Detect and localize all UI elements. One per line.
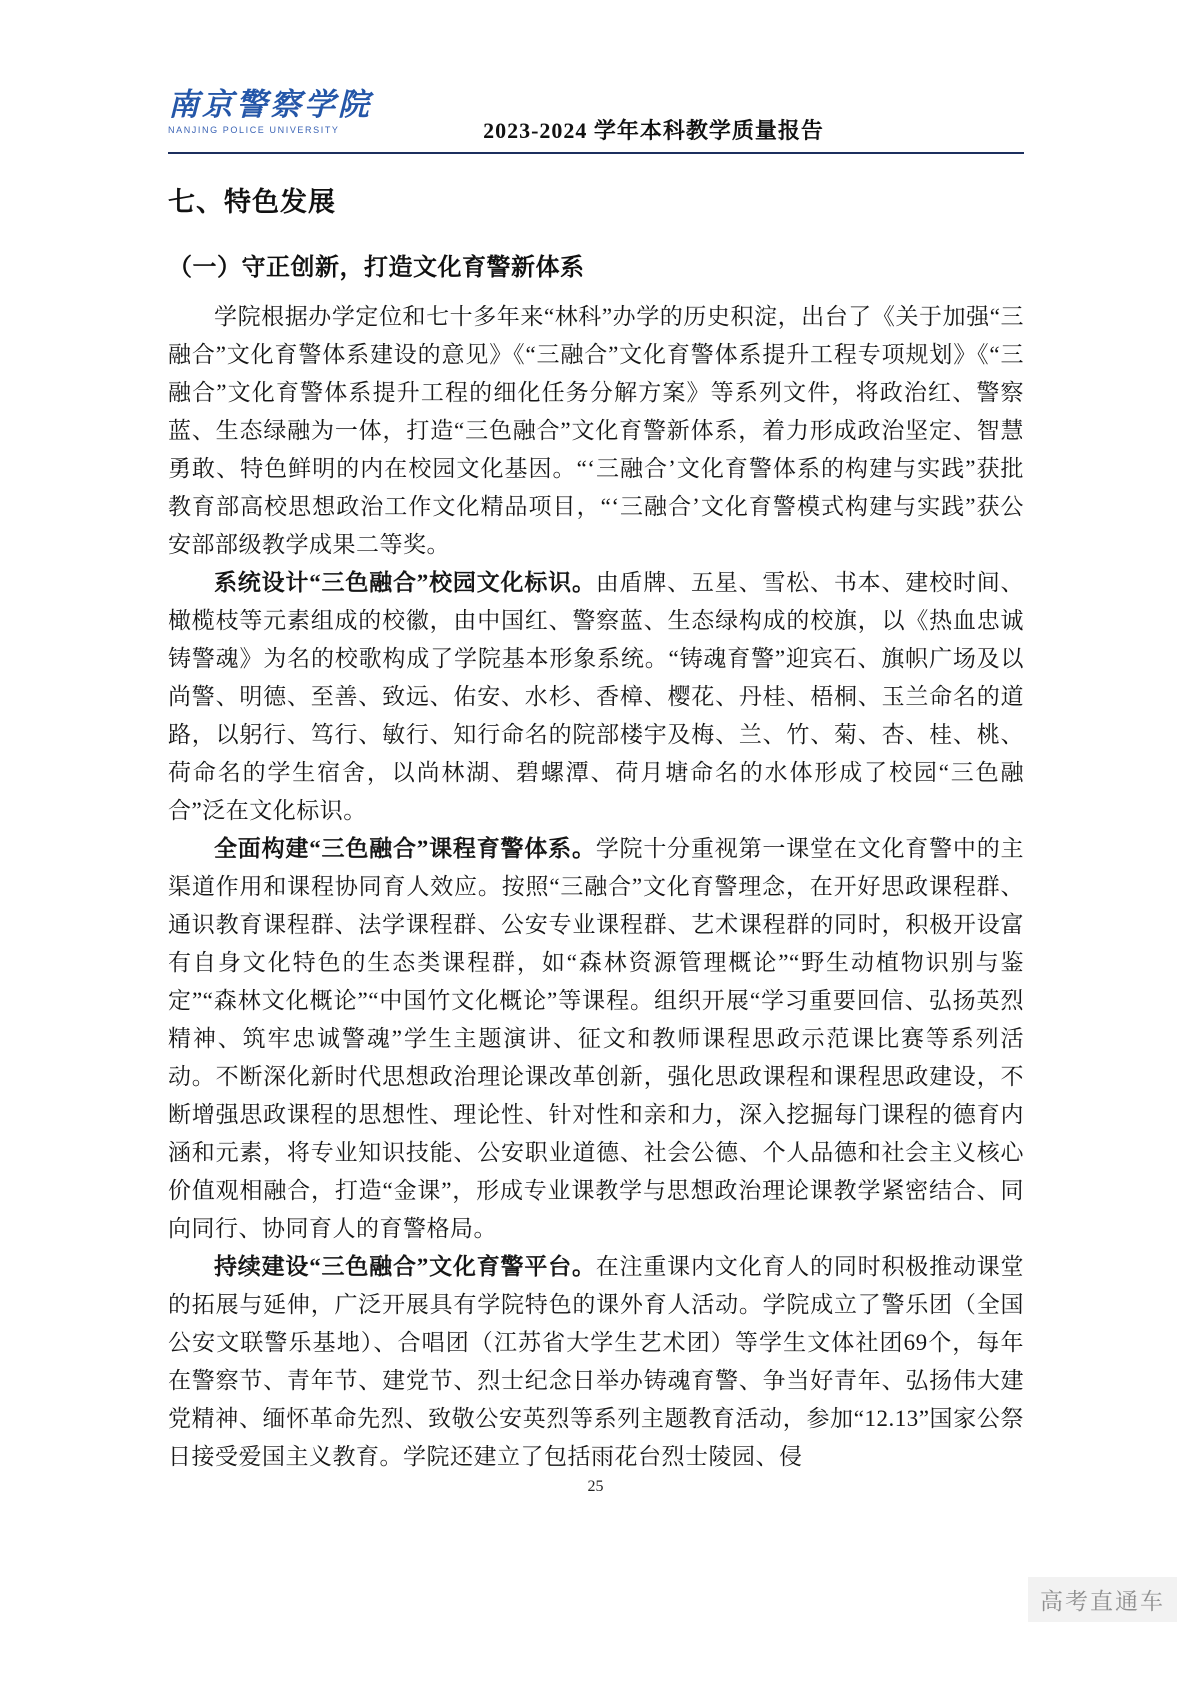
university-logo [168,88,403,135]
paragraph-lead-bold: 持续建设“三色融合”文化育警平台。 [214,1254,596,1279]
body-paragraph [168,1248,1024,1476]
paragraph-text: 由盾牌、五星、雪松、书本、建校时间、橄榄枝等元素组成的校徽，由中国红、警察蓝、生态绿构成的校旗，以《热血忠诚铸警魂》为名的校歌构成了学院基本形象系统。“铸魂育警”迎宾石、旗帜广场及以尚警、明德、至善、致远、佑安、水杉、香樟、樱花、丹桂、梧桐、玉兰命名的道路，以躬行、笃行、敏行、知行命名的院部楼宇及梅、兰、竹、菊、杏、桂、桃、荷命名的学生宿舍，以尚林湖、碧螺潭、荷月塘命名的水体形成了校园“三色融合”泛在文化标识。 [168,570,1024,823]
paragraph-text: 学院十分重视第一课堂在文化育警中的主渠道作用和课程协同育人效应。按照“三融合”文化育警理念，在开好思政课程群、通识教育课程群、法学课程群、公安专业课程群、艺术课程群的同时，积极开设富有自身文化特色的生态类课程群，如“森林资源管理概论”“野生动植物识别与鉴定”“森林文化概论”“中国竹文化概论”等课程。组织开展“学习重要回信、弘扬英烈精神、筑牢忠诚警魂”学生主题演讲、征文和教师课程思政示范课比赛等系列活动。不断深化新时代思想政治理论课改革创新，强化思政课程和课程思政建设，不断增强思政课程的思想性、理论性、针对性和亲和力，深入挖掘每门课程的德育内涵和元素，将专业知识技能、公安职业道德、社会公德、个人品德和社会主义核心价值观相融合，打造“金课”，形成专业课教学与思想政治理论课教学紧密结合、同向同行、协同育人的育警格局。 [168,836,1024,1241]
page-header [168,88,1024,145]
page-number: 25 [587,1478,604,1495]
paragraphs-container [168,298,1024,1476]
paragraph-text: 学院根据办学定位和七十多年来“林科”办学的历史积淀，出台了《关于加强“三融合”文化育警体系建设的意见》《“三融合”文化育警体系提升工程专项规划》《“三融合”文化育警体系提升工程的细化任务分解方案》等系列文件，将政治红、警察蓝、生态绿融为一体，打造“三色融合”文化育警新体系，着力形成政治坚定、智慧勇敢、特色鲜明的内在校园文化基因。“‘三融合’文化育警体系的构建与实践”获批教育部高校思想政治工作文化精品项目，“‘三融合’文化育警模式构建与实践”获公安部部级教学成果二等奖。 [168,304,1024,557]
body-paragraph [168,830,1024,1248]
document-content [168,162,1024,1476]
paragraph-text: 在注重课内文化育人的同时积极推动课堂的拓展与延伸，广泛开展具有学院特色的课外育人活动。学院成立了警乐团（全国公安文联警乐基地）、合唱团（江苏省大学生艺术团）等学生文体社团69个，每年在警察节、青年节、建党节、烈士纪念日举办铸魂育警、争当好青年、弘扬伟大建党精神、缅怀革命先烈、致敬公安英烈等系列主题教育活动，参加“12.13”国家公祭日接受爱国主义教育。学院还建立了包括雨花台烈士陵园、侵 [168,1254,1024,1469]
report-title: 2023-2024 学年本科教学质量报告 [483,118,824,143]
subsection-heading: （一）守正创新，打造文化育警新体系 [168,255,585,281]
body-paragraph [168,298,1024,564]
logo-chinese-name: 南京警察学院 [168,87,372,123]
paragraph-lead-bold: 全面构建“三色融合”课程育警体系。 [214,836,596,861]
body-paragraph [168,564,1024,830]
watermark: 高考直通车 [1028,1577,1177,1622]
section-heading: 七、特色发展 [168,187,336,217]
header-divider [168,152,1024,154]
paragraph-lead-bold: 系统设计“三色融合”校园文化标识。 [214,570,596,595]
logo-english-name: NANJING POLICE UNIVERSITY [168,125,340,135]
